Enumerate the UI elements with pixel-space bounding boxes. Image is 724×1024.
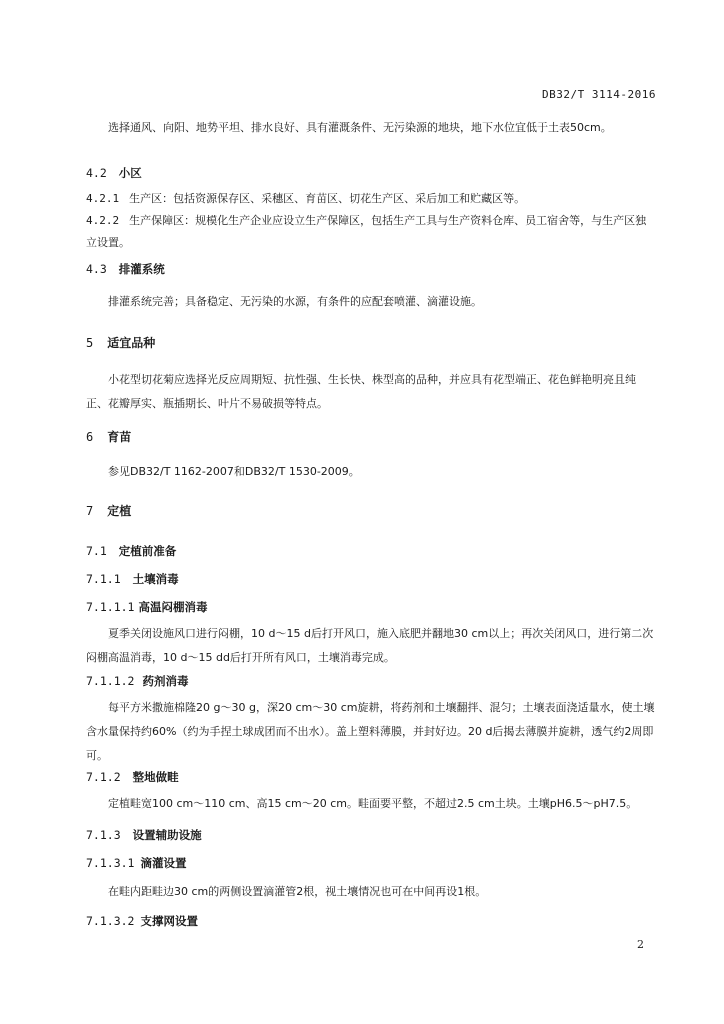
clause-number: 4.2.2 <box>86 214 120 227</box>
paragraph-chemical-disinfection: 每平方米撒施棉隆20 g～30 g，深20 cm～30 cm旋耕，将药剂和土壤翻拌、混匀；土壤表面浇适量水，使土壤含水量保持约60%（约为手捏土球成团而不出水）。盖上塑料薄膜，并封好边。20 d后揭去薄膜并旋耕，透气约2周即可。 <box>86 701 655 762</box>
heading-4-3 <box>86 258 656 280</box>
heading-6 <box>86 426 656 448</box>
paragraph-drainage: 排灌系统完善；具备稳定、无污染的水源，有条件的应配套喷灌、滴灌设施。 <box>108 295 482 308</box>
heading-number: 7.1.1.2 <box>86 674 135 688</box>
heading-title: 支撑网设置 <box>140 914 198 928</box>
heading-7-1-3 <box>86 824 656 846</box>
heading-7-1-1-1 <box>86 596 656 618</box>
heading-title: 适宜品种 <box>107 336 156 350</box>
heading-number: 7.1.3.2 <box>86 914 135 928</box>
heading-7-1 <box>86 540 656 562</box>
paragraph-site-selection: 选择通风、向阳、地势平坦、排水良好、具有灌溉条件、无污染源的地块，地下水位宜低于土表50cm。 <box>108 121 612 134</box>
page-number: 2 <box>637 938 644 951</box>
heading-title: 整地做畦 <box>132 770 179 784</box>
paragraph-seedling: 参见DB32/T 1162-2007和DB32/T 1530-2009。 <box>108 465 360 478</box>
heading-title: 滴灌设置 <box>140 856 187 870</box>
clause-4-2-1 <box>86 188 656 210</box>
heading-7 <box>86 500 656 522</box>
paragraph-drip-irrigation: 在畦内距畦边30 cm的两侧设置滴灌管2根，视土壤情况也可在中间再设1根。 <box>108 885 487 898</box>
heading-title: 药剂消毒 <box>142 674 189 688</box>
standard-code: DB32/T 3114-2016 <box>542 88 656 101</box>
heading-title: 高温闷棚消毒 <box>138 600 208 614</box>
heading-number: 7.1.1.1 <box>86 600 135 614</box>
heading-5 <box>86 332 656 354</box>
heading-7-1-1-2 <box>86 670 656 692</box>
clause-4-2-2 <box>86 210 656 254</box>
heading-7-1-3-1 <box>86 852 656 874</box>
heading-title: 排灌系统 <box>118 262 165 276</box>
heading-7-1-2 <box>86 766 656 788</box>
heading-title: 土壤消毒 <box>132 572 179 586</box>
heading-number: 7.1.3.1 <box>86 856 135 870</box>
heading-7-1-3-2 <box>86 910 656 932</box>
paragraph-high-temp-disinfection: 夏季关闭设施风口进行闷棚，10 d～15 d后打开风口，施入底肥并翻地30 cm以上；再次关闭风口，进行第二次闷棚高温消毒，10 d～15 dd后打开所有风口，土壤消毒完成。 <box>86 627 654 664</box>
heading-7-1-1 <box>86 568 656 590</box>
paragraph-varieties: 小花型切花菊应选择光反应周期短、抗性强、生长快、株型高的品种，并应具有花型端正、花色鲜艳明亮且纯正、花瓣厚实、瓶插期长、叶片不易破损等特点。 <box>86 373 636 410</box>
heading-title: 小区 <box>118 166 142 180</box>
heading-title: 定植前准备 <box>118 544 177 558</box>
heading-number: 4.3 <box>86 262 107 276</box>
heading-number: 4.2 <box>86 166 107 180</box>
heading-title: 定植 <box>107 504 132 518</box>
heading-number: 7.1.3 <box>86 828 121 842</box>
clause-text: 生产区：包括资源保存区、采穗区、育苗区、切花生产区、采后加工和贮藏区等。 <box>129 192 526 205</box>
heading-title: 育苗 <box>107 430 132 444</box>
heading-number: 7 <box>86 504 94 518</box>
heading-number: 7.1.1 <box>86 572 121 586</box>
heading-4-2 <box>86 162 656 184</box>
paragraph-bed-preparation: 定植畦宽100 cm～110 cm、高15 cm～20 cm。畦面要平整，不超过2.5 cm土块。土壤pH6.5～pH7.5。 <box>108 797 638 810</box>
clause-number: 4.2.1 <box>86 192 120 205</box>
heading-title: 设置辅助设施 <box>132 828 202 842</box>
heading-number: 7.1.2 <box>86 770 121 784</box>
clause-text: 生产保障区：规模化生产企业应设立生产保障区，包括生产工具与生产资料仓库、员工宿舍等，与生产区独立设置。 <box>86 214 647 249</box>
heading-number: 7.1 <box>86 544 107 558</box>
heading-number: 6 <box>86 430 94 444</box>
heading-number: 5 <box>86 336 94 350</box>
